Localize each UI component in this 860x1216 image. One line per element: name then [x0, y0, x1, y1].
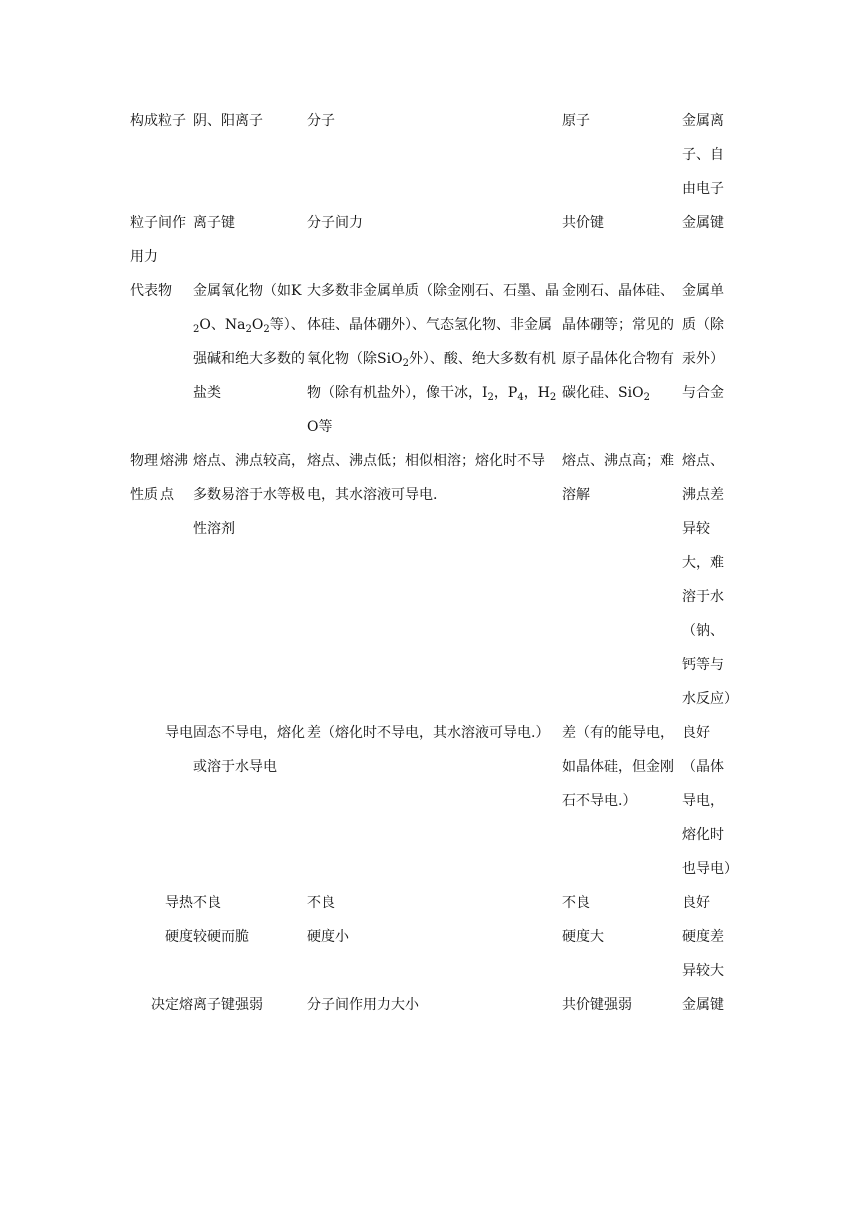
- label-hardness: 硬度: [165, 929, 193, 945]
- cell-examples-molecular: 大多数非金属单质（除金刚石、石墨、晶体硅、晶体硼外）、气态氢化物、非金属氧化物（除SiO$_2$外）、酸、绝大多数有机物（除有机盐外），像干冰，$I_2$，$P_4$，$H_2O$等: [307, 283, 559, 435]
- cell-decide-molecular: 分子间作用力大小: [307, 997, 419, 1013]
- cell-conductivity-metallic: 良好（晶体导电，熔化时也导电）: [682, 725, 738, 877]
- cell-force-molecular: 分子间力: [307, 215, 363, 231]
- row-force: [130, 206, 732, 274]
- cell-melting-atomic: 熔点、沸点高；难溶解: [562, 453, 674, 503]
- row-conductivity: [130, 716, 732, 886]
- cell-conductivity-ionic: 固态不导电，熔化或溶于水导电: [193, 725, 305, 775]
- cell-examples-metallic: 金属单质（除汞外）与合金: [682, 283, 724, 401]
- cell-melting-ionic: 熔点、沸点较高，多数易溶于水等极性溶剂: [193, 453, 305, 537]
- cell-heat-atomic: 不良: [562, 895, 590, 911]
- row-decide: [130, 988, 732, 1022]
- cell-force-ionic: 离子键: [193, 215, 235, 231]
- cell-hardness-metallic: 硬度差异较大: [682, 929, 724, 979]
- cell-particles-ionic: 阴、阳离子: [193, 113, 263, 129]
- cell-force-metallic: 金属键: [682, 215, 724, 231]
- row-hardness: [130, 920, 732, 988]
- row-particles: [130, 104, 732, 206]
- cell-hardness-ionic: 较硬而脆: [193, 929, 249, 945]
- label-decide: 决定熔: [151, 997, 193, 1013]
- cell-decide-atomic: 共价键强弱: [562, 997, 632, 1013]
- cell-examples-ionic: 金属氧化物（如$K_2O$、$Na_2O_2$等）、强碱和绝大多数的盐类: [193, 283, 305, 401]
- cell-particles-metallic: 金属离子、自由电子: [682, 113, 724, 197]
- row-heat: [130, 886, 732, 920]
- cell-melting-molecular: 熔点、沸点低；相似相溶；熔化时不导电，其水溶液可导电.: [307, 453, 545, 503]
- crystal-types-table: [130, 104, 738, 1022]
- label-heat: 导热: [165, 895, 193, 911]
- cell-melting-metallic: 熔点、沸点差异较大，难溶于水（钠、钙等与水反应）: [682, 453, 738, 707]
- cell-particles-molecular: 分子: [307, 113, 335, 129]
- cell-particles-atomic: 原子: [562, 113, 590, 129]
- cell-heat-molecular: 不良: [307, 895, 335, 911]
- cell-force-atomic: 共价键: [562, 215, 604, 231]
- label-conductivity: 导电: [165, 725, 193, 741]
- cell-hardness-molecular: 硬度小: [307, 929, 349, 945]
- cell-heat-metallic: 良好: [682, 895, 710, 911]
- label-examples: 代表物: [130, 283, 172, 299]
- cell-hardness-atomic: 硬度大: [562, 929, 604, 945]
- label-particles: 构成粒子: [130, 113, 186, 129]
- cell-conductivity-molecular: 差（熔化时不导电，其水溶液可导电.）: [307, 725, 550, 741]
- label-melting: 熔沸点: [160, 453, 188, 503]
- cell-decide-ionic: 离子键强弱: [193, 997, 263, 1013]
- cell-decide-metallic: 金属键: [682, 997, 724, 1013]
- label-physical-properties: 物理性质: [130, 453, 158, 503]
- label-force: 粒子间作用力: [130, 215, 186, 265]
- row-examples: [130, 274, 732, 444]
- cell-heat-ionic: 不良: [193, 895, 221, 911]
- row-melting: [130, 444, 732, 716]
- cell-examples-atomic: 金刚石、晶体硅、晶体硼等；常见的原子晶体化合物有碳化硅、SiO$_2$: [562, 283, 674, 403]
- cell-conductivity-atomic: 差（有的能导电，如晶体硅，但金刚石不导电.）: [562, 725, 674, 809]
